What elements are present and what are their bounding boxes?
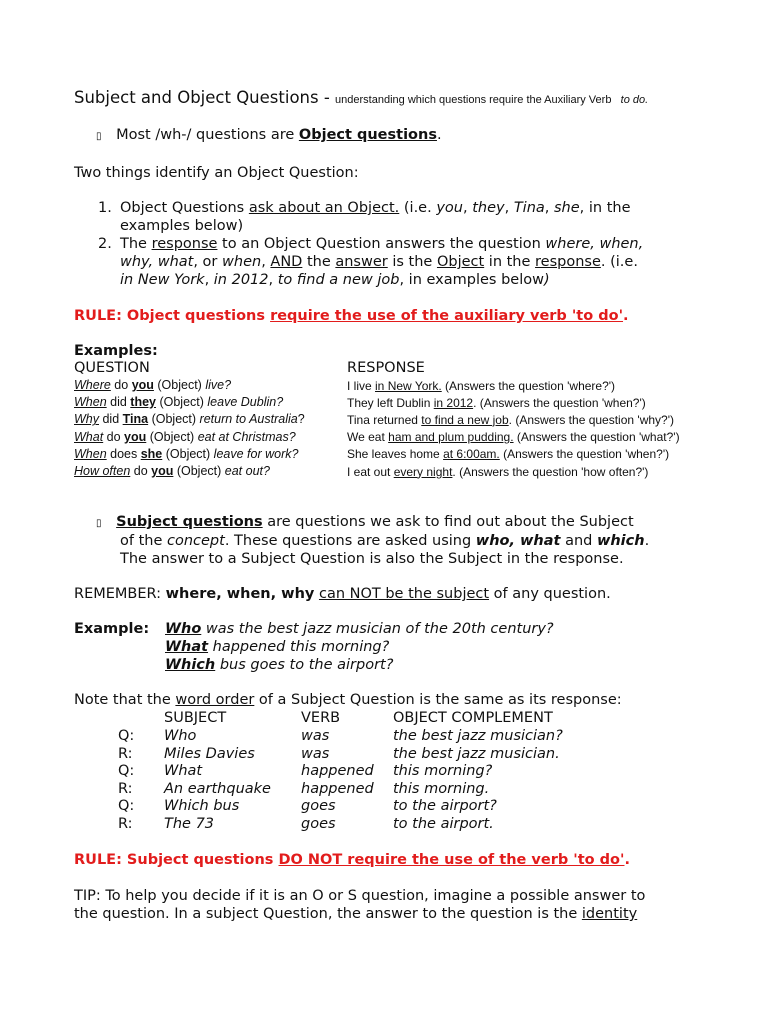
row-object: this morning? (393, 763, 493, 780)
bullet-object-questions (96, 127, 442, 143)
row-object: the best jazz musician? (393, 728, 563, 744)
note-line: Note that the word order of a Subject Question is the same as its response: (74, 692, 622, 708)
example-question: Why did Tina (Object) return to Australia? (74, 412, 305, 427)
row-object: to the airport. (393, 816, 494, 832)
example2-label: Example: (74, 621, 150, 637)
row-subject: The 73 (164, 816, 215, 832)
list-item-2-line1: The response to an Object Question answers the question where, when, (120, 236, 644, 252)
column-response-header: RESPONSE (347, 360, 425, 376)
title-subtitle: understanding which questions require the Auxiliary Verb (335, 94, 612, 106)
row-verb: was (301, 745, 330, 762)
row-object: to the airport? (393, 798, 497, 815)
example-response: We eat ham and plum pudding. (Answers the question 'what?') (347, 430, 680, 445)
list-item-2-line3: in New York, in 2012, to find a new job, in examples below) (120, 272, 550, 288)
document-title (74, 88, 648, 107)
list-item-2-line2: why, what, or when, AND the answer is the Object in the response. (i.e. (120, 254, 638, 270)
row-tag: R: (118, 816, 133, 832)
example-question: How often do you (Object) eat out? (74, 464, 270, 478)
row-subject: What (164, 763, 203, 780)
rule-object-questions: RULE: Object questions require the use of the auxiliary verb 'to do'. (74, 308, 629, 324)
row-subject: Who (164, 728, 197, 744)
example-response: Tina returned to find a new job. (Answers the question 'why?') (347, 412, 674, 427)
example-question: When does she (Object) leave for work? (74, 446, 299, 461)
example-question: What do you (Object) eat at Christmas? (74, 429, 296, 444)
example-question: Where do you (Object) live? (74, 378, 232, 392)
rule-subject-questions: RULE: Subject questions DO NOT require the use of the verb 'to do'. (74, 852, 630, 868)
row-tag: Q: (118, 728, 135, 744)
bullet-subject-questions: ▯ Subject questions are questions we ask to find out about the Subject (96, 514, 634, 530)
bullet2-line2: of the concept. These questions are asked using who, what and which. (120, 533, 650, 549)
bullet2-emphasis: Subject questions (116, 514, 263, 530)
row-subject: Which bus (164, 798, 240, 815)
title-subtitle-verb: to do. (620, 94, 649, 106)
table-header-object: OBJECT COMPLEMENT (393, 710, 553, 726)
example2-question: Which bus goes to the airport? (165, 657, 394, 673)
remember-line: REMEMBER: where, when, why can NOT be the subject of any question. (74, 586, 611, 602)
row-tag: Q: (118, 763, 135, 780)
two-things-text: Two things identify an Object Question: (74, 165, 359, 181)
tip-line2: the question. In a subject Question, the answer to the question is the identity (74, 906, 638, 922)
row-tag: R: (118, 745, 133, 762)
tip-line1: TIP: To help you decide if it is an O or S question, imagine a possible answer to (74, 888, 646, 904)
bullet-icon: ▯ (96, 131, 102, 142)
row-verb: happened (301, 780, 374, 797)
example-response: She leaves home at 6:00am. (Answers the question 'when?') (347, 447, 670, 462)
example-response: I eat out every night. (Answers the question 'how often?') (347, 464, 649, 479)
list-item-1-line2: examples below) (120, 218, 244, 234)
example-response: I live in New York. (Answers the question 'where?') (347, 378, 616, 393)
row-object: this morning. (393, 780, 490, 797)
row-object: the best jazz musician. (393, 745, 560, 762)
example2-question: What happened this morning? (165, 639, 390, 655)
row-verb: goes (301, 816, 336, 832)
bullet2-line3: The answer to a Subject Question is also the Subject in the response. (120, 551, 624, 567)
row-subject: An earthquake (164, 780, 271, 797)
bullet1-emphasis: Object questions (298, 127, 437, 143)
column-question-header: QUESTION (74, 360, 150, 376)
row-tag: R: (118, 780, 133, 797)
table-header-subject: SUBJECT (164, 710, 227, 726)
title-dash: - (318, 88, 336, 107)
title-main: Subject and Object Questions (74, 88, 319, 107)
bullet1-period: . (436, 127, 442, 143)
row-tag: Q: (118, 798, 135, 815)
list-item-1-underline: ask about an Object. (248, 200, 400, 216)
list-item-1-line1: Object Questions ask about an Object. (i.e. you, they, Tina, she, in the (120, 200, 631, 216)
table-header-verb: VERB (301, 710, 341, 726)
row-verb: happened (301, 763, 374, 780)
list-item-1-number: 1. (98, 200, 112, 216)
example-question: When did they (Object) leave Dublin? (74, 395, 284, 410)
example2-question: Who was the best jazz musician of the 20th century? (165, 621, 554, 637)
examples-heading: Examples: (74, 343, 158, 359)
row-subject: Miles Davies (164, 745, 255, 762)
bullet1-text: Most /wh-/ questions are (116, 127, 299, 143)
example-response: They left Dublin in 2012. (Answers the question 'when?') (347, 395, 646, 410)
row-verb: was (301, 728, 330, 744)
bullet-icon: ▯ (96, 518, 102, 529)
row-verb: goes (301, 798, 336, 815)
list-item-2-number: 2. (98, 236, 112, 252)
